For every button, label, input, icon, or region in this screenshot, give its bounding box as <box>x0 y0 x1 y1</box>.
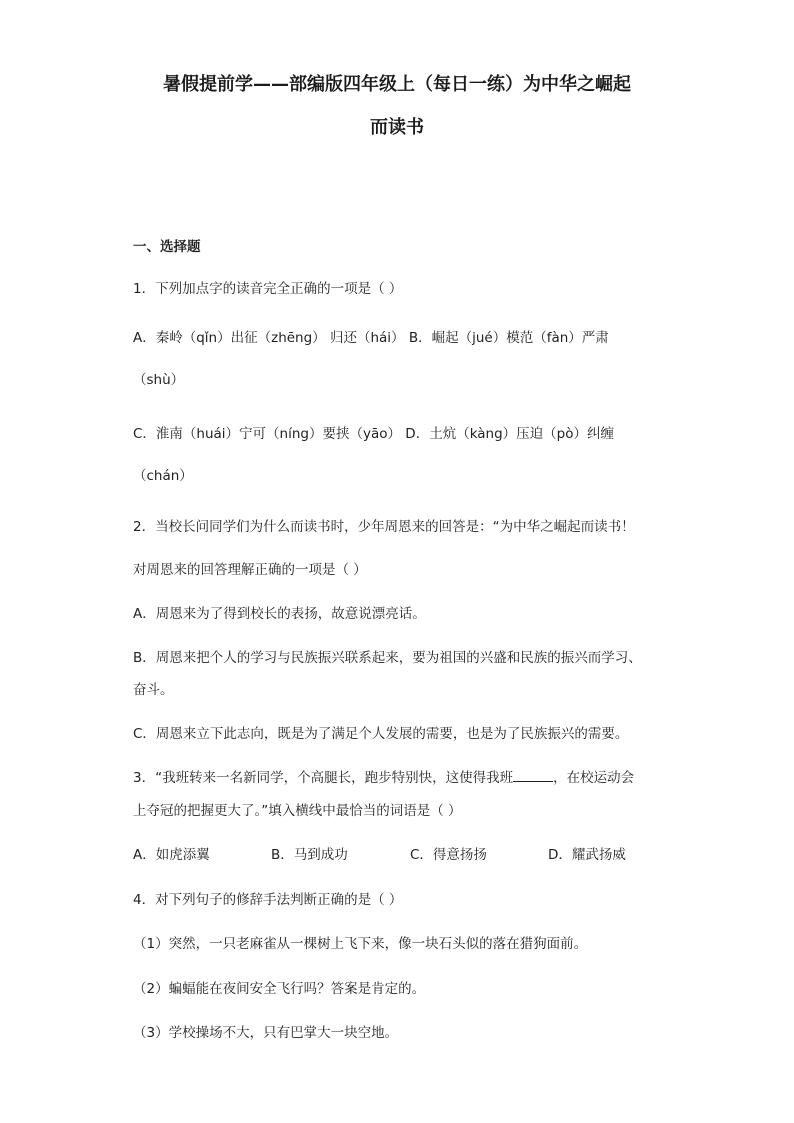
question-3-option-a: A．如虎添翼 <box>133 847 210 863</box>
question-4-sentence-1: （1）突然，一只老麻雀从一棵树上飞下来，像一块石头似的落在猎狗面前。 <box>133 936 588 952</box>
question-2-option-a: A．周恩来为了得到校长的表扬，故意说漂亮话。 <box>133 606 426 622</box>
question-2-option-b-line-1: B．周恩来把个人的学习与民族振兴联系起来，要为祖国的兴盛和民族的振兴而学习、 <box>133 650 642 666</box>
document-title-line-2: 而读书 <box>370 117 424 138</box>
question-4-sentence-3: （3）学校操场不大，只有巴掌大一块空地。 <box>133 1025 399 1041</box>
question-3-stem-after-blank: ，在校运动会 <box>553 770 635 786</box>
question-2-stem-line-1: 2．当校长问同学们为什么而读书时，少年周恩来的回答是：“为中华之崛起而读书！ <box>133 519 635 535</box>
question-3-stem-line-2: 上夺冠的把握更大了。”填入横线中最恰当的词语是（ ） <box>133 803 462 819</box>
question-1-stem: 1．下列加点字的读音完全正确的一项是（ ） <box>133 281 403 297</box>
question-3-option-c: C．得意扬扬 <box>410 847 487 863</box>
question-1-options-ab: A．秦岭（qǐn）出征（zhēng） 归还（hái） B．崛起（jué）模范（fàn）严肃 <box>133 330 609 346</box>
question-1-options-cd: C．淮南（huái）宁可（níng）要挟（yāo） D．土炕（kàng）压迫（pò）纠缠 <box>133 426 615 442</box>
section-heading: 一、选择题 <box>133 239 201 255</box>
answer-blank <box>513 769 553 782</box>
question-3-option-d: D．耀武扬威 <box>548 847 626 863</box>
question-2-stem-line-2: 对周恩来的回答理解正确的一项是（ ） <box>133 562 367 578</box>
question-4-sentence-2: （2）蝙蝠能在夜间安全飞行吗？答案是肯定的。 <box>133 981 426 997</box>
question-2-option-c: C．周恩来立下此志向，既是为了满足个人发展的需要，也是为了民族振兴的需要。 <box>133 726 629 742</box>
question-3-stem-before-blank: 3．“我班转来一名新同学，个高腿长，跑步特别快，这使得我班 <box>133 770 514 786</box>
question-1-option-d-continued: （chán） <box>133 468 193 484</box>
document-title-line-1: 暑假提前学——部编版四年级上（每日一练）为中华之崛起 <box>163 74 631 95</box>
question-4-stem: 4．对下列句子的修辞手法判断正确的是（ ） <box>133 892 403 908</box>
question-3-stem-line-1 <box>133 766 634 786</box>
question-3-option-b: B．马到成功 <box>271 847 348 863</box>
question-1-option-b-continued: （shù） <box>133 372 185 388</box>
question-2-option-b-line-2: 奋斗。 <box>133 682 174 698</box>
